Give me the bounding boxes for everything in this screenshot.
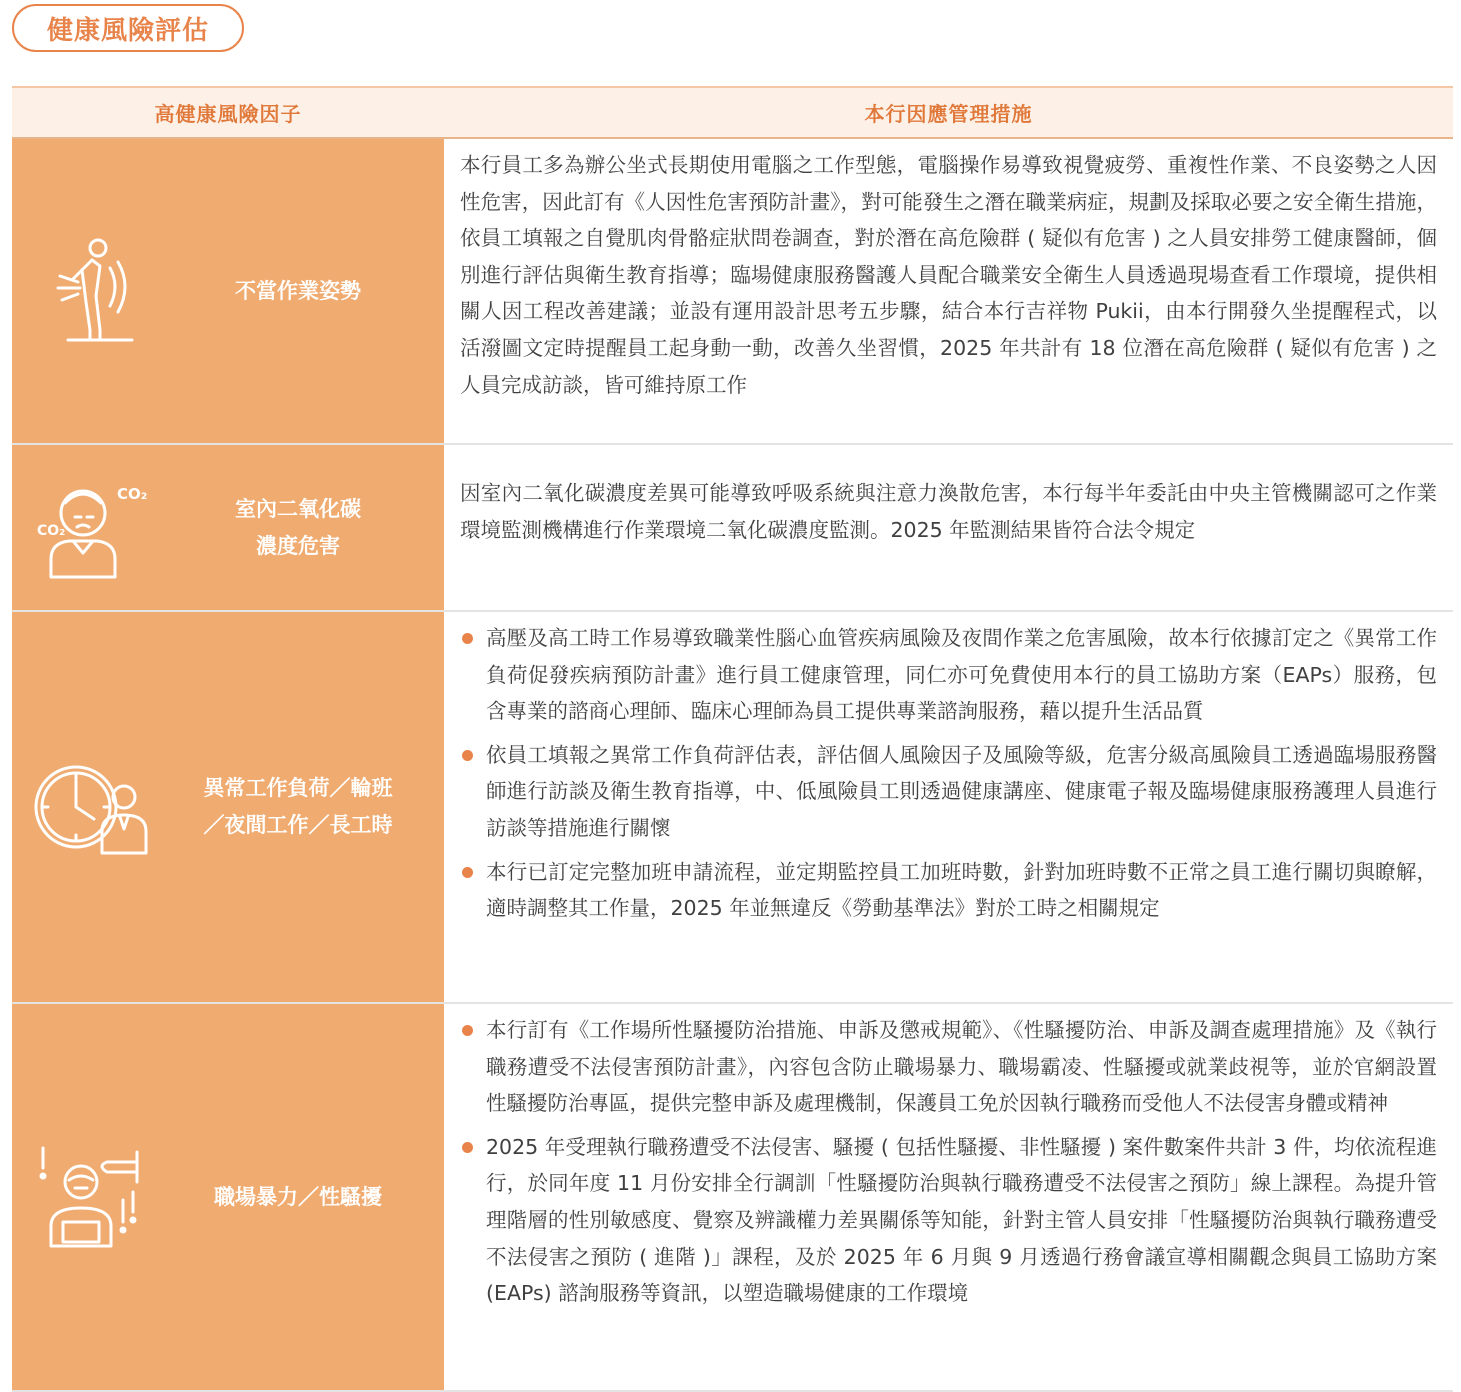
measures-cell — [444, 139, 1453, 443]
list-item: 高壓及高工時工作易導致職業性腦心血管疾病風險及夜間作業之危害風險，故本行依據訂定之《異常工作負荷促發疾病預防計畫》進行員工健康管理，同仁亦可免費使用本行的員工協助方案（EAPs）服務，包含專業的諮商心理師、臨床心理師為員工提供專業諮詢服務，藉以提升生活品質 — [460, 620, 1437, 730]
table-row — [12, 612, 1453, 1004]
factor-line: ／夜間工作／長工時 — [203, 813, 393, 837]
measures-cell — [444, 445, 1453, 610]
measures-paragraph: 本行員工多為辦公坐式長期使用電腦之工作型態，電腦操作易導致視覺疲勞、重複性作業、不良姿勢之人因性危害，因此訂有《人因性危害預防計畫》，對可能發生之潛在職業病症，規劃及採取必要之安全衛生措施，依員工填報之自覺肌肉骨骼症狀問卷調查，對於潛在高危險群 ( 疑似有危害 ) 之人員安排勞工健康醫師，個別進行評估與衛生教育指導；臨場健康服務醫護人員配合職業安全衛生人員透過現場查看工作環境，提供相關人因工程改善建議；並設有運用設計思考五步驟，結合本行吉祥物 Pukii，由本行開發久坐提醒程式，以活潑圖文定時提醒員工起身動一動，改善久坐習慣，2025 年共計有 18 位潛在高危險群 ( 疑似有危害 ) 之人員完成訪談，皆可維持原工作 — [460, 153, 1437, 397]
header-factor: 高健康風險因子 — [154, 102, 302, 126]
factor-cell — [12, 1004, 444, 1390]
posture-icon — [12, 236, 172, 346]
factor-line: 室內二氧化碳 — [235, 496, 361, 521]
list-item: 2025 年受理執行職務遭受不法侵害、騷擾 ( 包括性騷擾、非性騷擾 ) 案件數案件共計 3 件，均依流程進行，於同年度 11 月份安排全行調訓「性騷擾防治與執行職務遭受不法侵害之預防」線上課程。為提升管理階層的性別敏感度、覺察及辨識權力差異關係等知能，針對主管人員安排「性騷擾防治與執行職務遭受不法侵害之預防 ( 進階 )」課程，及於 2025 年 6 月與 9 月透過行務會議宣導相關觀念與員工協助方案 (EAPs) 諮詢服務等資訊，以塑造職場健康的工作環境 — [460, 1129, 1437, 1312]
table-row — [12, 139, 1453, 445]
table-row — [12, 445, 1453, 612]
factor-label — [172, 770, 444, 844]
factor-label — [172, 273, 444, 310]
measures-list — [460, 1012, 1437, 1312]
co2-label: CO₂ — [117, 484, 147, 503]
factor-line: 異常工作負荷／輪班 — [203, 776, 393, 800]
factor-cell — [12, 445, 444, 610]
factor-line: 職場暴力／性騷擾 — [214, 1184, 382, 1209]
co2-label: CO₂ — [37, 522, 66, 539]
co2-person-icon — [12, 473, 172, 583]
factor-line: 濃度危害 — [256, 533, 340, 558]
factor-label — [172, 1179, 444, 1216]
measures-cell — [444, 1004, 1453, 1390]
factor-cell — [12, 139, 444, 443]
measures-paragraph: 因室內二氧化碳濃度差異可能導致呼吸系統與注意力渙散危害，本行每半年委託由中央主管機關認可之作業環境監測機構進行作業環境二氧化碳濃度監測。2025 年監測結果皆符合法令規定 — [460, 481, 1437, 542]
measures-list — [460, 620, 1437, 927]
harassment-icon — [12, 1142, 172, 1252]
table-header — [12, 86, 1453, 139]
risk-table — [12, 86, 1453, 1392]
factor-label — [172, 491, 444, 565]
list-item: 依員工填報之異常工作負荷評估表，評估個人風險因子及風險等級，危害分級高風險員工透過臨場服務醫師進行訪談及衛生教育指導，中、低風險員工則透過健康講座、健康電子報及臨場健康服務護理人員進行訪談等措施進行關懷 — [460, 737, 1437, 847]
header-measures: 本行因應管理措施 — [864, 102, 1033, 126]
factor-line: 不當作業姿勢 — [235, 278, 361, 303]
measures-cell — [444, 612, 1453, 1002]
section-title: 健康風險評估 — [12, 4, 244, 52]
clock-person-icon — [12, 757, 172, 857]
list-item: 本行已訂定完整加班申請流程，並定期監控員工加班時數，針對加班時數不正常之員工進行關切與瞭解，適時調整其工作量，2025 年並無違反《勞動基準法》對於工時之相關規定 — [460, 854, 1437, 927]
list-item: 本行訂有《工作場所性騷擾防治措施、申訴及懲戒規範》、《性騷擾防治、申訴及調查處理措施》及《執行職務遭受不法侵害預防計畫》，內容包含防止職場暴力、職場霸凌、性騷擾或就業歧視等，並於官網設置性騷擾防治專區，提供完整申訴及處理機制，保護員工免於因執行職務而受他人不法侵害身體或精神 — [460, 1012, 1437, 1122]
table-row — [12, 1004, 1453, 1392]
factor-cell — [12, 612, 444, 1002]
